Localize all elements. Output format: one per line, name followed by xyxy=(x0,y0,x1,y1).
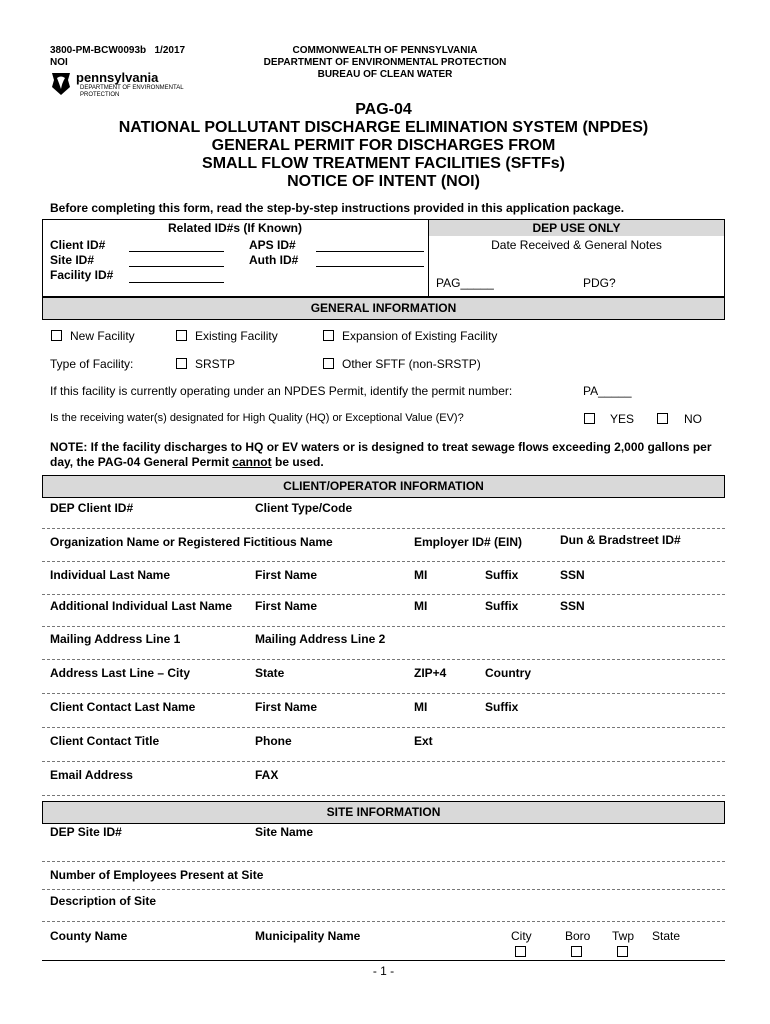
row-divider xyxy=(42,761,725,762)
zip-label: ZIP+4 xyxy=(414,666,447,680)
form-date: 1/2017 xyxy=(154,45,186,56)
suffix-label: Suffix xyxy=(485,700,519,714)
other-sftf-checkbox[interactable] xyxy=(323,358,334,369)
title-line5: NOTICE OF INTENT (NOI) xyxy=(287,173,480,190)
fax-label: FAX xyxy=(255,768,279,782)
permit-number-field[interactable]: PA_____ xyxy=(583,384,632,398)
title-line4: SMALL FLOW TREATMENT FACILITIES (SFTFs) xyxy=(202,155,565,172)
facility-id-input[interactable] xyxy=(129,282,224,283)
agency-block xyxy=(240,45,530,81)
phone-label: Phone xyxy=(255,734,292,748)
pdg-field[interactable]: PDG? xyxy=(583,276,616,290)
county-name-label: County Name xyxy=(50,929,128,943)
hq-question: Is the receiving water(s) designated for High Quality (HQ) or Exceptional Value (EV)? xyxy=(50,412,464,424)
form-title xyxy=(42,101,725,191)
duns-label: Dun & Bradstreet ID# xyxy=(560,533,681,547)
auth-id-input[interactable] xyxy=(316,266,424,267)
title-line3: GENERAL PERMIT FOR DISCHARGES FROM xyxy=(211,137,556,154)
client-id-input[interactable] xyxy=(129,251,224,252)
existing-facility-label: Existing Facility xyxy=(195,329,278,343)
hq-yes-checkbox[interactable] xyxy=(584,413,595,424)
site-id-label: Site ID# xyxy=(50,253,95,267)
form-code-line xyxy=(50,45,185,56)
form-type: NOI xyxy=(50,57,68,68)
boro-option-label: Boro xyxy=(565,929,591,943)
hq-note xyxy=(50,440,725,470)
email-label: Email Address xyxy=(50,768,133,782)
org-name-label: Organization Name or Registered Fictitious Name xyxy=(50,535,333,549)
individual-last-name-label: Individual Last Name xyxy=(50,568,171,582)
bottom-rule xyxy=(42,960,725,961)
state-option-label: State xyxy=(652,929,681,943)
dep-client-id-label: DEP Client ID# xyxy=(50,501,134,515)
city-checkbox[interactable] xyxy=(515,946,526,957)
mailing-address-2-label: Mailing Address Line 2 xyxy=(255,632,386,646)
city-option-label: City xyxy=(511,929,532,943)
suffix-label: Suffix xyxy=(485,568,519,582)
keystone-icon xyxy=(50,71,72,97)
row-divider xyxy=(42,861,725,862)
row-divider xyxy=(42,528,725,529)
additional-individual-last-name-label: Additional Individual Last Name xyxy=(50,599,233,613)
aps-id-input[interactable] xyxy=(316,251,424,252)
dep-use-heading: DEP USE ONLY xyxy=(532,221,621,235)
first-name-label: First Name xyxy=(255,599,318,613)
mailing-address-1-label: Mailing Address Line 1 xyxy=(50,632,181,646)
related-ids-heading: Related ID#s (If Known) xyxy=(167,221,302,235)
ein-label: Employer ID# (EIN) xyxy=(414,535,523,549)
dep-use-notes: Date Received & General Notes xyxy=(491,238,662,252)
type-of-facility-label: Type of Facility: xyxy=(50,357,134,371)
boro-checkbox[interactable] xyxy=(571,946,582,957)
ext-label: Ext xyxy=(414,734,433,748)
country-label: Country xyxy=(485,666,531,680)
client-id-label: Client ID# xyxy=(50,238,106,252)
ssn-label: SSN xyxy=(560,599,585,613)
existing-facility-checkbox[interactable] xyxy=(176,330,187,341)
row-divider xyxy=(42,889,725,890)
twp-option-label: Twp xyxy=(612,929,635,943)
page-number: - 1 - xyxy=(372,964,395,978)
contact-last-name-label: Client Contact Last Name xyxy=(50,700,196,714)
first-name-label: First Name xyxy=(255,700,318,714)
client-type-label: Client Type/Code xyxy=(255,501,353,515)
note-part1: NOTE: If the facility discharges to HQ or EV waters or is designed to treat sewage flows exceeding 2,000 gallons per day, the PAG-04 General Permit xyxy=(50,440,712,469)
permit-question: If this facility is currently operating under an NPDES Permit, identify the permit number: xyxy=(50,384,513,398)
mi-label: MI xyxy=(414,700,428,714)
srstp-checkbox[interactable] xyxy=(176,358,187,369)
new-facility-label: New Facility xyxy=(70,329,135,343)
row-divider xyxy=(42,921,725,922)
other-sftf-label: Other SFTF (non-SRSTP) xyxy=(342,357,481,371)
pa-dep-logo xyxy=(50,70,190,102)
row-divider xyxy=(42,561,725,562)
hq-no-checkbox[interactable] xyxy=(657,413,668,424)
pag-field[interactable]: PAG_____ xyxy=(436,276,494,290)
state-label: State xyxy=(255,666,285,680)
suffix-label: Suffix xyxy=(485,599,519,613)
note-part2: be used. xyxy=(274,455,324,469)
municipality-name-label: Municipality Name xyxy=(255,929,361,943)
general-info-heading: GENERAL INFORMATION xyxy=(42,297,725,320)
employees-label: Number of Employees Present at Site xyxy=(50,868,264,882)
title-line2: NATIONAL POLLUTANT DISCHARGE ELIMINATION SYSTEM (NPDES) xyxy=(118,119,649,136)
mi-label: MI xyxy=(414,568,428,582)
hq-yes-label: YES xyxy=(610,412,635,426)
row-divider xyxy=(42,659,725,660)
auth-id-label: Auth ID# xyxy=(249,253,299,267)
site-description-label: Description of Site xyxy=(50,894,157,908)
expansion-label: Expansion of Existing Facility xyxy=(342,329,498,343)
row-divider xyxy=(42,594,725,595)
title-line1: PAG-04 xyxy=(355,101,412,118)
hq-no-label: NO xyxy=(684,412,702,426)
site-id-input[interactable] xyxy=(129,266,224,267)
logo-sub1: DEPARTMENT OF ENVIRONMENTAL xyxy=(80,85,184,91)
row-divider xyxy=(42,626,725,627)
twp-checkbox[interactable] xyxy=(617,946,628,957)
intro-text: Before completing this form, read the step-by-step instructions provided in this application package. xyxy=(50,201,625,215)
client-info-heading: CLIENT/OPERATOR INFORMATION xyxy=(42,475,725,498)
address-city-label: Address Last Line – City xyxy=(50,666,191,680)
contact-title-label: Client Contact Title xyxy=(50,734,160,748)
site-name-label: Site Name xyxy=(255,825,314,839)
new-facility-checkbox[interactable] xyxy=(51,330,62,341)
logo-name: pennsylvania xyxy=(76,70,159,85)
first-name-label: First Name xyxy=(255,568,318,582)
srstp-label: SRSTP xyxy=(195,357,236,371)
ssn-label: SSN xyxy=(560,568,585,582)
row-divider xyxy=(42,795,725,796)
agency-line1: COMMONWEALTH OF PENNSYLVANIA xyxy=(292,45,478,56)
agency-line2: DEPARTMENT OF ENVIRONMENTAL PROTECTION xyxy=(263,57,507,68)
note-cannot: cannot xyxy=(232,455,272,469)
form-code: 3800-PM-BCW0093b xyxy=(50,45,147,56)
site-info-heading: SITE INFORMATION xyxy=(42,801,725,824)
aps-id-label: APS ID# xyxy=(249,238,296,252)
logo-sub2: PROTECTION xyxy=(80,92,120,98)
row-divider xyxy=(42,727,725,728)
expansion-checkbox[interactable] xyxy=(323,330,334,341)
mi-label: MI xyxy=(414,599,428,613)
agency-line3: BUREAU OF CLEAN WATER xyxy=(317,69,453,80)
row-divider xyxy=(42,693,725,694)
dep-site-id-label: DEP Site ID# xyxy=(50,825,122,839)
facility-id-label: Facility ID# xyxy=(50,268,114,282)
